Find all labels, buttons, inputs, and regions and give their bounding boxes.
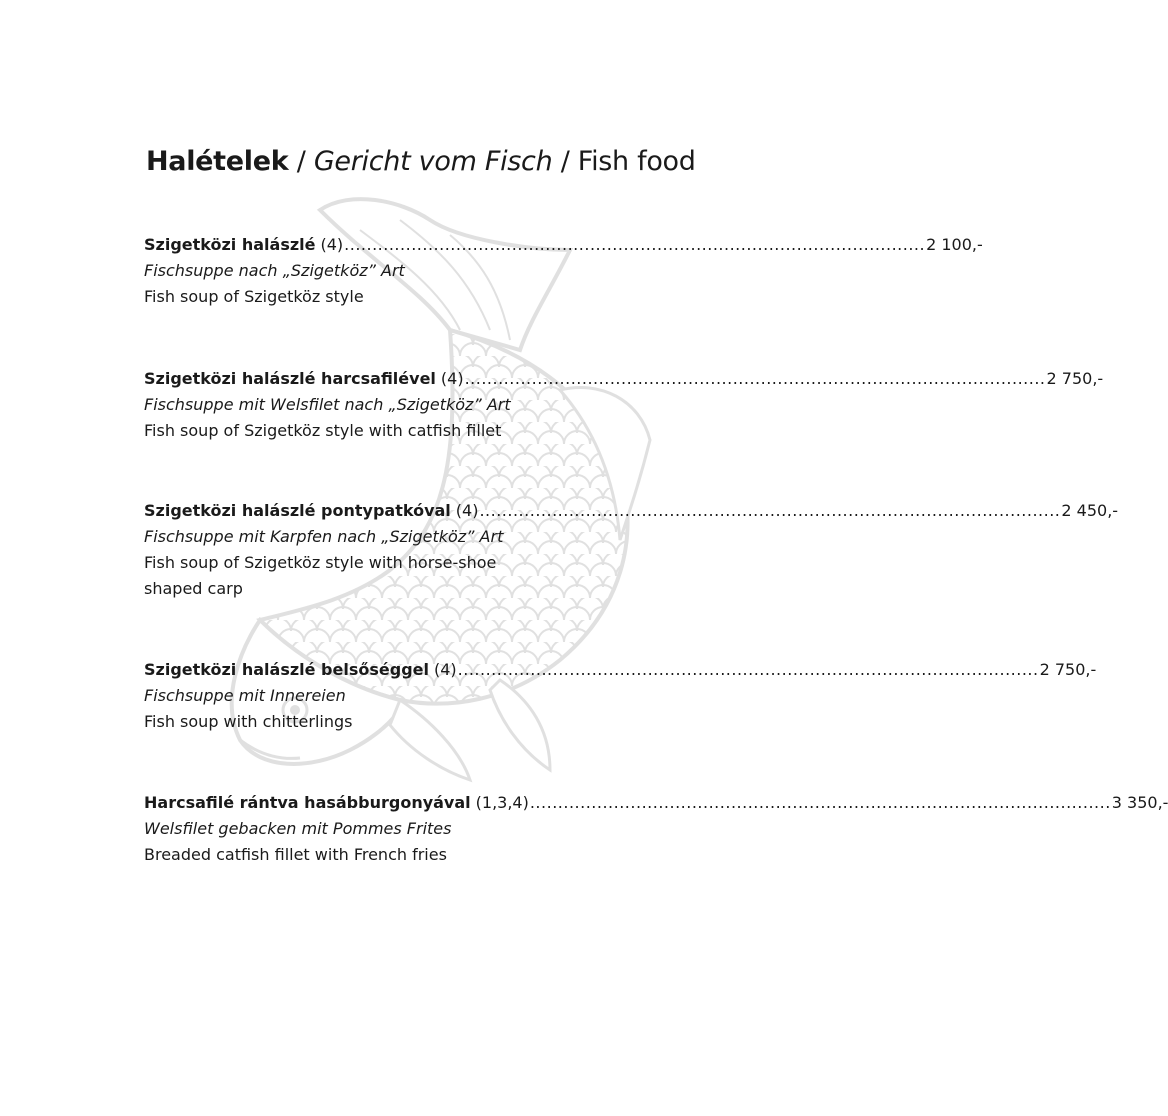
menu-item-name: Szigetközi halászlé <box>144 235 316 254</box>
menu-item-price: 2 450,- <box>1061 501 1119 520</box>
title-separator: / <box>288 146 314 177</box>
menu-item <box>144 366 1104 444</box>
title-en: Fish food <box>577 146 696 177</box>
dot-leader: ........................................................................................................ <box>529 793 1111 812</box>
menu-item-english: Fish soup of Szigetköz style <box>144 287 364 306</box>
menu-item-allergens: (4) <box>433 660 457 679</box>
menu-item-allergens: (4) <box>440 369 464 388</box>
menu-item-english: Fish soup of Szigetköz style with catfish fillet <box>144 421 502 440</box>
menu-item <box>144 232 983 310</box>
menu-item-line <box>144 232 983 258</box>
menu-item <box>144 498 1119 602</box>
menu-item-german: Fischsuppe nach „Szigetköz” Art <box>144 261 405 280</box>
menu-item-name: Harcsafilé rántva hasábburgonyával <box>144 793 471 812</box>
dot-leader: ........................................................................................................ <box>464 369 1046 388</box>
dot-leader: ........................................................................................................ <box>457 660 1039 679</box>
menu-item-allergens: (4) <box>320 235 344 254</box>
menu-item <box>144 657 1097 735</box>
menu-item-price: 3 350,- <box>1111 793 1168 812</box>
menu-item-line <box>144 366 1104 392</box>
menu-item-line <box>144 657 1097 683</box>
menu-item-english: Fish soup of Szigetköz style with horse-shoe shaped carp <box>144 553 497 598</box>
menu-item-name: Szigetközi halászlé belsőséggel <box>144 660 429 679</box>
menu-item-name: Szigetközi halászlé pontypatkóval <box>144 501 451 520</box>
menu-item-german: Fischsuppe mit Innereien <box>144 686 346 705</box>
menu-item-price: 2 750,- <box>1046 369 1104 388</box>
title-de: Gericht vom Fisch <box>313 146 553 177</box>
menu-item-name: Szigetközi halászlé harcsafilével <box>144 369 436 388</box>
menu-item-english: Fish soup with chitterlings <box>144 712 353 731</box>
menu-item-price: 2 100,- <box>926 235 983 254</box>
menu-item-german: Fischsuppe mit Karpfen nach „Szigetköz” Art <box>144 527 504 546</box>
menu-item-german: Fischsuppe mit Welsfilet nach „Szigetköz” Art <box>144 395 511 414</box>
menu-item-line <box>144 498 1119 524</box>
dot-leader: ........................................................................................................ <box>344 235 926 254</box>
menu-item-price: 2 750,- <box>1039 660 1097 679</box>
menu-item-german: Welsfilet gebacken mit Pommes Frites <box>144 819 452 838</box>
menu-item-line <box>144 790 1168 816</box>
menu-item-english: Breaded catfish fillet with French fries <box>144 845 447 864</box>
page-title <box>146 146 696 177</box>
title-separator: / <box>552 146 578 177</box>
title-hu: Halételek <box>146 146 289 177</box>
menu-item-allergens: (1,3,4) <box>475 793 529 812</box>
menu-item-allergens: (4) <box>455 501 479 520</box>
menu-item <box>144 790 1168 868</box>
dot-leader: ........................................................................................................ <box>479 501 1061 520</box>
